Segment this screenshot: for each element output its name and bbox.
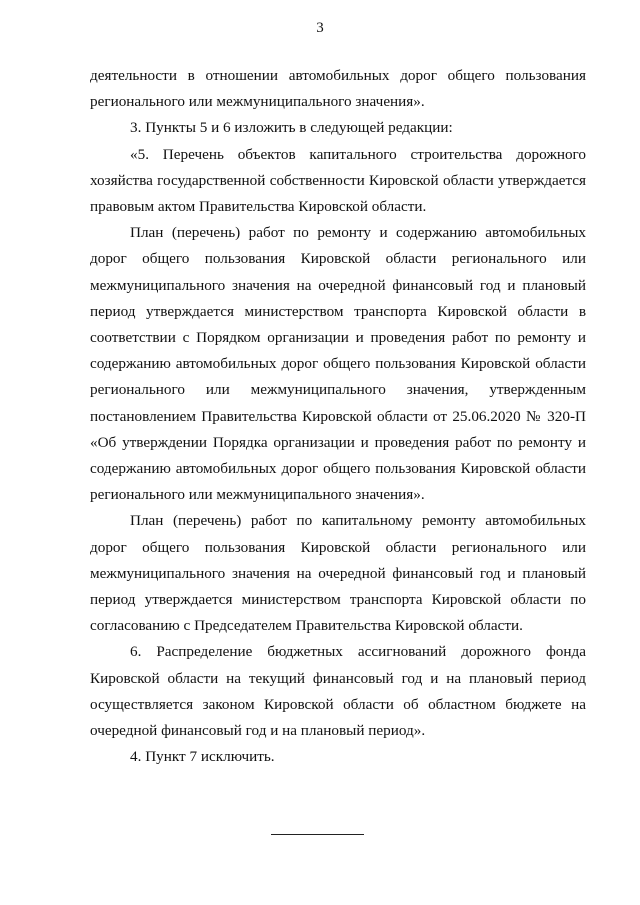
- paragraph-item-5: «5. Перечень объектов капитального строительства дорожного хозяйства государственной собственности Кировской области утверждается правовым актом Правительства Кировской области.: [90, 145, 586, 216]
- paragraph-continuation: деятельности в отношении автомобильных дорог общего пользования регионального или межмуниципального значения».: [90, 67, 586, 111]
- paragraph-item-3: 3. Пункты 5 и 6 изложить в следующей редакции:: [130, 119, 453, 137]
- paragraph-item-4: 4. Пункт 7 исключить.: [130, 748, 275, 766]
- page-number: 3: [316, 20, 324, 36]
- paragraph-capital-repair-plan: План (перечень) работ по капитальному ремонту автомобильных дорог общего пользования Кировской области регионального или межмуниципального значения на очередной финансовый год и плановый период утверждается министерством транспорта Кировской области по согласованию с Председателем Правительства Кировской области.: [90, 512, 586, 635]
- paragraph-repair-plan: План (перечень) работ по ремонту и содержанию автомобильных дорог общего пользования Кировской области регионального или межмуниципального значения на очередной финансовый год и плановый период утверждается министерством транспорта Кировской области в соответствии с Порядком организации и проведения работ по ремонту и содержанию автомобильных дорог общего пользования Кировской области регионального или межмуниципального значения, утвержденным постановлением Правительства Кировской области от 25.06.2020 № 320-П «Об утверждении Порядка организации и проведения работ по ремонту и содержанию автомобильных дорог общего пользования Кировской области регионального или межмуниципального значения».: [90, 224, 586, 504]
- end-rule: [271, 834, 364, 835]
- paragraph-item-6: 6. Распределение бюджетных ассигнований дорожного фонда Кировской области на текущий финансовый год и на плановый период осуществляется законом Кировской области об областном бюджете на очередной финансовый год и на плановый период».: [90, 643, 586, 740]
- document-body: [90, 63, 586, 770]
